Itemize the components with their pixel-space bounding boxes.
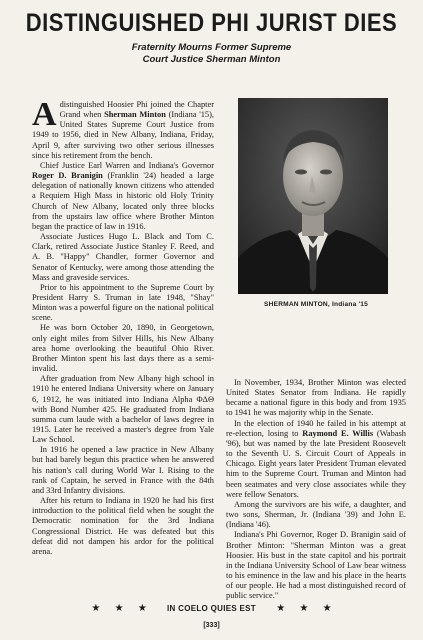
name-raymond-willis: Raymond E. Willis — [302, 428, 374, 438]
footer-motto-line — [0, 603, 423, 614]
name-sherman-minton: Sherman Minton — [104, 110, 166, 120]
star-icon: ★ — [322, 603, 332, 614]
paragraph-1: Adistinguished Hoosier Phi joined the Chapter Grand when Sherman Minton (Indiana '15), United States Supreme Court Justice from 1949 to 1956, died in New Albany, Indiana, Friday, April 9, after surviving two other serious illnesses since his retirement from the bench. — [32, 96, 214, 160]
paragraph-4: Prior to his appointment to the Supreme Court by President Harry S. Truman in late 1948, "Shay" Minton was a powerful figure on the national political scene. — [32, 282, 214, 323]
star-icon: ★ — [299, 603, 309, 614]
article-column-left — [32, 96, 214, 557]
portrait-photo — [238, 98, 388, 294]
subhead-line-2: Court Justice Sherman Minton — [142, 54, 281, 65]
paragraph-10: In the election of 1940 he failed in his attempt at re-election, losing to Raymond E. Willis (Wabash '96), but was named by the late President Roosevelt to the Seventh U. S. Circuit Court of Appeals in Chicago. Eight years later President Truman elevated him to the Supreme Court. Truman and Minton had been seatmates and very close associates while they were fellow Senators. — [226, 418, 406, 499]
star-icon: ★ — [91, 603, 101, 614]
star-icon: ★ — [114, 603, 124, 614]
paragraph-3: Associate Justices Hugo L. Black and Tom C. Clark, retired Associate Justice Stanley F. Reed, and A. B. "Happy" Chandler, former Governor and Senator of Kentucky, were among those attending the Mass and graveside services. — [32, 232, 214, 282]
portrait-image — [238, 98, 388, 294]
subhead-line-1: Fraternity Mourns Former Supreme — [131, 42, 292, 53]
name-roger-branigin: Roger D. Branigin — [32, 171, 103, 181]
motto: IN COELO QUIES EST — [167, 604, 256, 613]
photo-caption: SHERMAN MINTON, Indiana '15 — [264, 301, 368, 308]
paragraph-7: In 1916 he opened a law practice in New Albany but had barely begun this practice when he answered his nation's call during World War I. Rising to the rank of Captain, he served in France with the 84th and 33rd Infantry divisions. — [32, 445, 214, 495]
drop-cap: A — [32, 96, 57, 133]
star-icon: ★ — [276, 603, 286, 614]
paragraph-5: He was born October 20, 1890, in Georgetown, only eight miles from Silver Hills, his New Albany area home overlooking the beautiful Ohio River. Brother Minton spent his last days there as a semi-invalid. — [32, 323, 214, 374]
star-icon: ★ — [137, 603, 147, 614]
paragraph-9: In November, 1934, Brother Minton was elected United States Senator from Indiana. He rapidly became a national figure in this body and from 1935 to 1941 he was majority whip in the Senate. — [226, 378, 406, 418]
headline: DISTINGUISHED PHI JURIST DIES — [25, 8, 398, 37]
paragraph-12: Indiana's Phi Governor, Roger D. Branigin said of Brother Minton: "Sherman Minton was a great Hoosier. His bust in the state capitol and his portrait in the Indiana University School of Law bear witness to his eminence in the law and his place in the hearts of our people. He had a most distinguished record of public service." — [226, 530, 406, 601]
article-column-right — [226, 378, 406, 601]
paragraph-6: After graduation from New Albany high school in 1910 he entered Indiana University where on January 6, 1912, he was initiated into Indiana Alpha ΦΔΘ with Bond Number 425. He graduated from Indiana summa cum laude with a bachelor of laws degree in 1915. Later he received a master's degree from Yale Law School. — [32, 374, 214, 445]
page-number: [333] — [203, 622, 220, 629]
paragraph-11: Among the survivors are his wife, a daughter, and two sons, Sherman, Jr. (Indiana '39) and John E. (Indiana '46). — [226, 499, 406, 530]
paragraph-2: Chief Justice Earl Warren and Indiana's Governor Roger D. Branigin (Franklin '24) headed a large delegation of nationally known citizens who attended a Requiem High Mass in historic old Holy Trinity Church of New Albany, located only three blocks from the upstairs law office where Brother Minton began the practice of law in 1916. — [32, 160, 214, 231]
paragraph-8: After his return to Indiana in 1920 he had his first introduction to the political field when he sought the Democratic nomination for the 3rd Indiana Congressional District. He was defeated but this defeat did not dampen his ardor for the political arena. — [32, 496, 214, 556]
